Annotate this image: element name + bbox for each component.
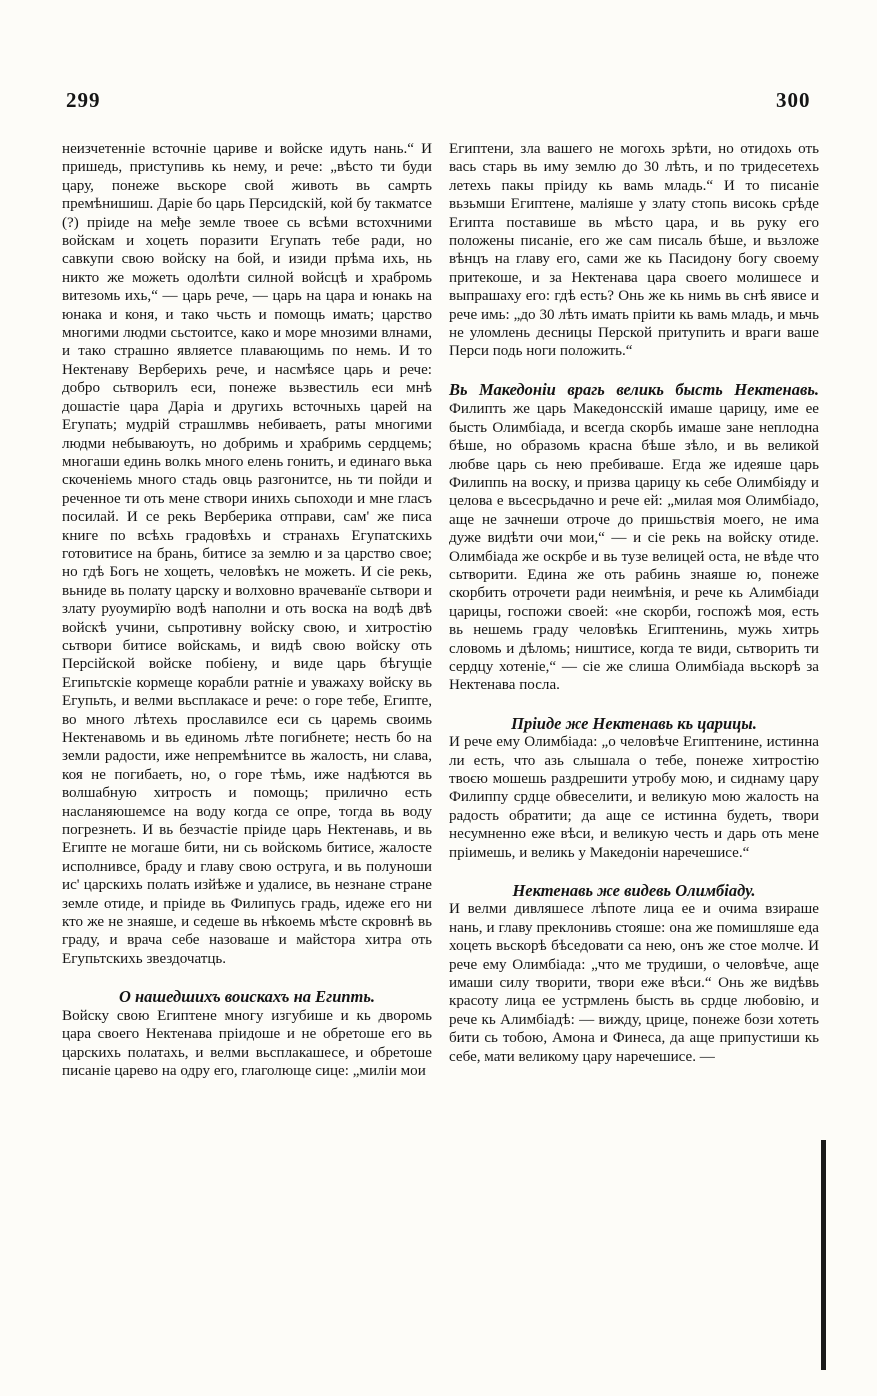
right-section-heading-1: Вь Македоніи врагь великь бысть [449,379,735,399]
left-column [62,140,432,1080]
page-number-right: 300 [776,88,811,112]
margin-rule [821,1140,826,1370]
right-section-heading-2: Пріиде же Нектенавь кь царицы. [511,713,757,733]
left-section-heading: О нашедшихъ воискахъ на Египть. [118,987,376,1007]
right-paragraph-2: Филипть же царь Македонсскій имаше царицу, име ее бысть Олимбіада, и всегда скорбь имаше зане неплодна бѣше, но образомь красна бѣше зѣло, и вь великой любве царь сь нею пребиваше. Егда же идеяше царь Филиппь на воску, и призва царицу кь себе Олимбіяду и целова е вьсесрьдачно и рече ей: „милая моя Олимбіадо, аще не зачнеши отроче до пришьствія моего, не има дуже видѣти очи мои,“ — и сіе рекь на войску отиде. Олимбіада же оскрбе и вь тузе велицей оста, не вѣде что сьтворити. Едина же оть рабинь знаяше ю, понеже скорбить отрочети ради неимѣнія, и рече кь Алимбіади царицы, госпожи своей: «не скорби, госпожѣ моя, есть вь нешемь граду человѣкь Египтенинь, мужь хитрь словомь и дѣломь; ништисе, когда те види, сьтворить ти сердцу хотеніе,“ — сіе же слиша Олимбіада вьскорѣ за Нектенава посла. [449,401,819,694]
right-column [449,140,819,1066]
left-paragraph-1: неизчетенніе всточніе цариве и войске идуть нань.“ И пришедь, приступивь кь нему, и рече: „вѣсто ти буди цару, понеже вьскоре свой животь вь самрть премѣнишиш. Даріе бо царь Персидскій, кой бу такматсе (?) пріиде на међе земле твоее сь всѣми встохчними войскам и хоцеть поразити Егупать тебе ради, но савкупи свою войску на бой, и изиди прѣма ихь, нь никто же можеть одолѣти силной войсцѣ и храбромь витезомь ихь,“ — царь рече, — царь на цара и юнакь на юнака и коня, и тако чьсть и помощь имать; царство многими людми сьстоитсе, како и море мнозими влнами, и тако страшно являетсе плавающимь по немь. И то Нектенаву Верберихь рече, и насмѣясе царь и рече: добро сьтворилъ еси, понеже вьзвестиль еси мнѣ дошастіе цара Даріа и другихь всточныхь царей на Егупать; мудрій страшлмвь небиваеть, раты многими людми небываюуть, но добримь и храбримь сердцемь; многаши единь волкь много елень гонить, и единаго вька скоченіемь много стадь овць разгонитсе, нь ти пойди и реченное ти оть мене створи инихь сьпоходи и мне гласъ посилай. И се рекь Верберика отправи, сам' же писа книге по всѣхь градовѣхь и странахь Егупатскихь готовитисе на брань, битисе за землю и за царство свое; но гдѣ Богь не хощеть, человѣкъ не можеть. И сіе рекь, вьниде вь полату царску и волховно врачеванїе сьтвори и злату руоумирїю водѣ наполни и оть воска на водѣ двѣ войскѣ учини, сьпротивну войску свою, и хитростію сьтвори битисе войскамь, и видѣ свою войску оть Персійской войске побіену, и виде царь бѣгущіе Египьтскіе кормеще корабли ратніе и уважаху войску вь Егупьть, и велми вьсплакасе и рече: о горе тебе, Египте, во много лѣтехь прославилсе еси сь царемь своимь Нектенавомь и вь единомь лѣте погибнете; несть бо на земли радости, иже непремѣнитсе вь жалость, ни слава, коя не погибаеть, но, о горе тѣмь, иже надѣются вь волшабную хитрость и помощь; прилично есть насланяюшемсе на воду когда се опре, тогда вь воду погрезнеть. И вь безчастіе пріиде царь Нектенавь, и вь Египте не могаше бити, ни сь войскомь битисе, жалосте исполнивсе, браду и главу свою оструга, и вь полуноши ис' царскихь полать изйѣже и удалисе, вь незнане стране земле отиде, и пріиде вь Филипусь градь, идеже его ни кто же не знаяше, и седеше вь нѣкоемь мѣсте скровнѣ вь граду, и врача себе назоваше и майстора хитра оть Егупьтскихь звездочатць. [62,141,432,967]
right-paragraph-2-block [449,381,819,695]
right-section-heading-3: Нектенавь же видевь Олимбіаду. [512,881,756,901]
right-section-heading-1-cont: Нектенавь. [734,379,819,399]
right-paragraph-3: И рече ему Олимбіада: „о человѣче Египтенине, истинна ли есть, что азь слышала о тебе, понеже хитростію твоєю мошешь раздрешити утробу мою, и сиднаму цару Филиппу срдце обвеселити, и великую мою жалость на радость обратити; да аще се истинна будеть, твори несумненно еже вѣси, и великую честь и дарь оть мене пріимешь, и великь у Македоніи наречешисе.“ [449,734,819,861]
right-paragraph-1: Египтени, зла вашего не могохь зрѣти, но отидохь оть вась старь вь иму землю до 30 лѣть, и по тридесетехь летехь пакы пріиду кь вамь младь.“ И то писаніе вьзьмши Египтене, маліяше у злату стопь високь срѣде Египта поставише вь мѣсто цара, и вь руку его положены писаніе, его же сам писаль бѣше, и вьзложе вѣнцъ на главу его, сами же кь Пасидону богу своему притекоше, и за Нектенава цара своего молишесе и выпрашаху его: гдѣ есть? Онь же кь нимь вь снѣ явисе и рече имь: „до 30 лѣть имать пріити кь вамь младь, и мьчь не уломлень десницы Перской притупить и враги ваше Перси подь ноги положить.“ [449,141,819,360]
right-paragraph-4: И велми дивляшесе лѣпоте лица ее и очима взираше нань, и главу преклонивь стояше: она же помишляше еда хоцеть вьскорѣ бѣседовати са нею, онъ же стое молче. И рече ему Олимбіада: „что ме трудиши, о человѣче, аще имаши силу творити, твори еже вѣси.“ Онь же видѣвь красоту лица ее устрмлень бысть вь срдце любовію, и рече кь Алимбіадѣ: — вижду, црице, понеже бози хотеть бити сь тобою, Амона и Финеса, да аще припустиши кь себе, мати великому цару наречешисе. — [449,901,819,1065]
left-paragraph-2: Войску свою Египтене многу изгубише и кь дворомь цара своего Нектенава пріидоше и не обретоше его вь царскихь полатахь, и велми вьсплакашесе, и обретоше писаніе царево на одру его, глаголюще сице: „миліи мои [62,1007,432,1079]
page-number-left: 299 [66,88,101,112]
